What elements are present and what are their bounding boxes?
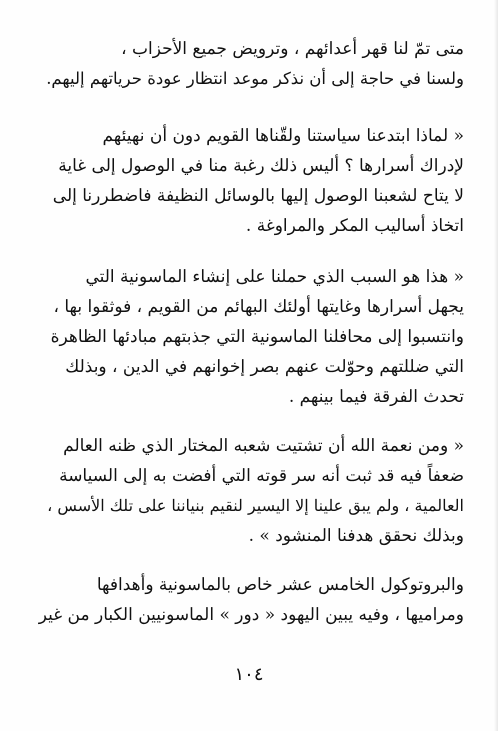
paragraph-1 <box>36 34 464 94</box>
text-line: تحدث الفرقة فيما بينهم . <box>288 387 464 407</box>
text-line: العالمية ، ولم يبق علينا إلا اليسير لنقيم بنياننا على تلك الأسس ، <box>47 496 464 515</box>
paragraph-3 <box>36 262 464 412</box>
page-number: ١٠٤ <box>234 664 264 685</box>
text-line: يجهل أسرارها وغايتها أولئك البهائم من القويم ، فوثقوا بها ، <box>53 297 464 317</box>
text-line: وبذلك نحقق هدفنا المنشود » . <box>248 526 464 546</box>
text-line: وانتسبوا إلى محافلنا الماسونية التي جذبتهم مبادئها الظاهرة <box>50 327 464 347</box>
text-line: لإدراك أسرارها ؟ أليس ذلك رغبة منا في الوصول إلى غاية <box>58 156 464 176</box>
text-line: ولسنا في حاجة إلى أن نذكر موعد انتظار عودة حرياتهم إليهم. <box>46 69 464 88</box>
text-line: « لماذا ابتدعنا سياستنا ولقّناها القويم دون أن نهيئهم <box>102 126 464 146</box>
text-line: والبروتوكول الخامس عشر خاص بالماسونية وأهدافها <box>96 575 464 595</box>
text-line: متى تمّ لنا قهر أعدائهم ، وترويض جميع الأحزاب ، <box>121 39 464 59</box>
paragraph-5 <box>36 570 464 630</box>
text-line: « هذا هو السبب الذي حملنا على إنشاء الماسونية التي <box>85 267 464 287</box>
paragraph-2 <box>36 121 464 241</box>
text-line: التي ضللتهم وحوّلت عنهم بصر إخوانهم في الدين ، وبذلك <box>65 357 464 377</box>
paragraph-4 <box>36 431 464 551</box>
page-edge-shadow <box>494 0 498 731</box>
text-line: ومراميها ، وفيه يبين اليهود « دور » الماسونيين الكبار من غير <box>38 605 464 625</box>
text-line: اتخاذ أساليب المكر والمراوغة . <box>245 216 464 236</box>
text-line: « ومن نعمة الله أن تشتيت شعبه المختار الذي ظنه العالم <box>63 436 464 456</box>
text-line: ضعفاً فيه قد ثبت أنه سر قوته التي أفضت به إلى السياسة <box>59 466 464 486</box>
text-line: لا يتاح لشعبنا الوصول إليها بالوسائل النظيفة فاضطررنا إلى <box>52 186 464 206</box>
